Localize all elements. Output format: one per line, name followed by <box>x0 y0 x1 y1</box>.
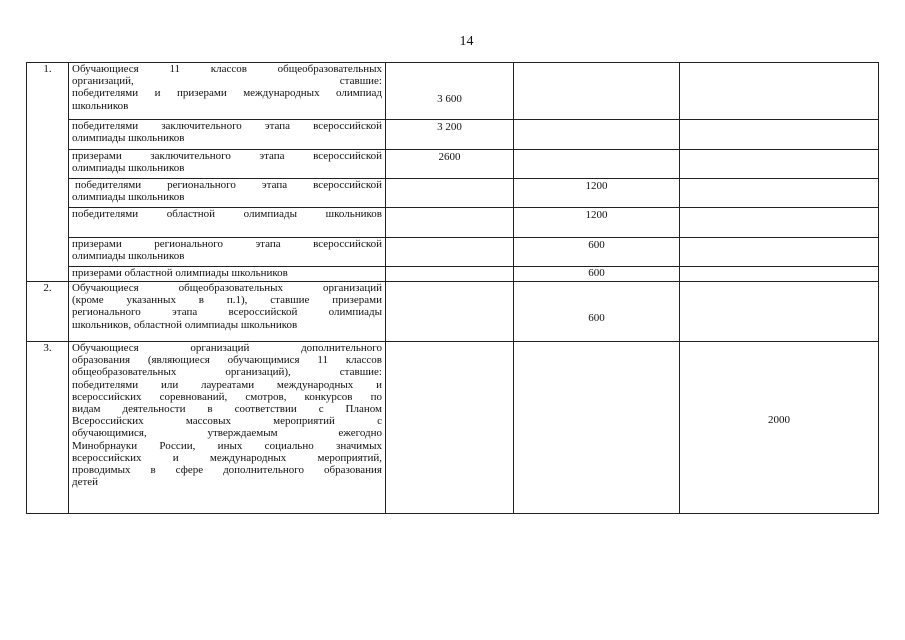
table-row <box>27 282 879 342</box>
description-line: призерами областной олимпиады школьников <box>72 267 288 279</box>
value-cell-1 <box>386 63 514 120</box>
value-cell-3 <box>680 120 879 150</box>
table-row <box>27 238 879 267</box>
value-cell-2 <box>514 282 680 342</box>
value-cell-2 <box>514 150 680 179</box>
value-cell-3 <box>680 282 879 342</box>
table-row <box>27 179 879 208</box>
description-line: Всероссийских массовых мероприятий с <box>72 415 382 428</box>
value-cell-2 <box>514 238 680 267</box>
description-line: всероссийских и международных мероприятий, <box>72 451 382 464</box>
row-number <box>27 238 69 267</box>
value-cell-1 <box>386 342 514 514</box>
value-cell-1 <box>386 282 514 342</box>
amount-value: 600 <box>588 312 605 324</box>
value-cell-3 <box>680 267 879 282</box>
description-line: всероссийских соревнований, смотров, конкурсов по <box>72 390 382 403</box>
value-cell-2 <box>514 342 680 514</box>
value-cell-1 <box>386 267 514 282</box>
row-description <box>69 120 386 150</box>
row-number <box>27 179 69 208</box>
description-line: призерами регионального этапа всероссийской <box>72 238 382 250</box>
row-description <box>69 63 386 120</box>
value-cell-2 <box>514 179 680 208</box>
table-row <box>27 267 879 282</box>
description-line: видам деятельности в соответствии с Планом <box>72 403 382 416</box>
value-cell-3 <box>680 342 879 514</box>
awards-table <box>26 62 879 514</box>
table-row <box>27 342 879 514</box>
row-description <box>69 342 386 514</box>
row-number <box>27 120 69 150</box>
value-cell-3 <box>680 150 879 179</box>
row-number: 1. <box>27 63 69 120</box>
row-number <box>27 267 69 282</box>
description-line: школьников <box>72 99 129 112</box>
value-cell-3 <box>680 63 879 120</box>
value-cell-1 <box>386 238 514 267</box>
description-line: проводимых в сфере дополнительного образования <box>72 464 382 477</box>
description-line: образования (являющиеся обучающимися 11 классов <box>72 354 382 367</box>
description-line: организаций, ставшие: <box>72 75 382 88</box>
description-line: школьников, областной олимпиады школьников <box>72 318 298 331</box>
amount-value: 600 <box>588 267 605 279</box>
description-line: общеобразовательных организаций), ставшие: <box>72 366 382 379</box>
description-line: Обучающиеся 11 классов общеобразовательных <box>72 63 382 75</box>
amount-value: 3 200 <box>437 121 462 133</box>
amount-value: 1200 <box>585 180 608 192</box>
description-line <box>72 220 382 232</box>
row-number <box>27 150 69 179</box>
description-line: победителями регионального этапа всероссийской <box>75 179 382 191</box>
row-number: 3. <box>27 342 69 514</box>
description-line: Обучающиеся организаций дополнительного <box>72 342 382 354</box>
value-cell-3 <box>680 238 879 267</box>
value-cell-2 <box>514 267 680 282</box>
value-cell-2 <box>514 63 680 120</box>
description-line: (кроме указанных в п.1), ставшие призерами <box>72 294 382 307</box>
description-line: олимпиады школьников <box>72 162 185 175</box>
description-line: победителями и призерами международных олимпиад <box>72 87 382 100</box>
row-description <box>69 238 386 267</box>
row-description <box>69 208 386 238</box>
amount-value: 3 600 <box>437 93 462 105</box>
value-cell-2 <box>514 208 680 238</box>
row-number: 2. <box>27 282 69 342</box>
description-line: Обучающиеся общеобразовательных организаций <box>72 282 382 294</box>
description-line: регионального этапа всероссийской олимпиады <box>72 306 382 319</box>
description-line: детей <box>72 476 99 489</box>
value-cell-2 <box>514 120 680 150</box>
description-line: призерами заключительного этапа всероссийской <box>72 150 382 162</box>
table-row <box>27 63 879 120</box>
row-description <box>69 267 386 282</box>
amount-value: 2600 <box>438 151 461 163</box>
table-row <box>27 150 879 179</box>
row-description <box>69 179 386 208</box>
value-cell-1 <box>386 150 514 179</box>
value-cell-3 <box>680 208 879 238</box>
page-number: 14 <box>459 34 474 49</box>
row-description <box>69 150 386 179</box>
table-row <box>27 208 879 238</box>
value-cell-1 <box>386 120 514 150</box>
description-line: победителями заключительного этапа всероссийской <box>72 120 382 132</box>
row-description <box>69 282 386 342</box>
amount-value: 1200 <box>585 209 608 221</box>
description-line: обучающимися, утверждаемым ежегодно <box>72 427 382 440</box>
description-line: олимпиады школьников <box>72 250 185 263</box>
amount-value: 600 <box>588 239 605 251</box>
description-line: олимпиады школьников <box>72 191 185 204</box>
description-line: победителями или лауреатами международных и <box>72 378 382 391</box>
value-cell-1 <box>386 179 514 208</box>
description-line: Минобрнауки России, иных социально значимых <box>72 439 382 452</box>
description-line: олимпиады школьников <box>72 132 185 145</box>
value-cell-1 <box>386 208 514 238</box>
row-number <box>27 208 69 238</box>
table-row <box>27 120 879 150</box>
description-line: победителями областной олимпиады школьников <box>72 208 382 220</box>
value-cell-3 <box>680 179 879 208</box>
amount-value: 2000 <box>768 414 790 426</box>
